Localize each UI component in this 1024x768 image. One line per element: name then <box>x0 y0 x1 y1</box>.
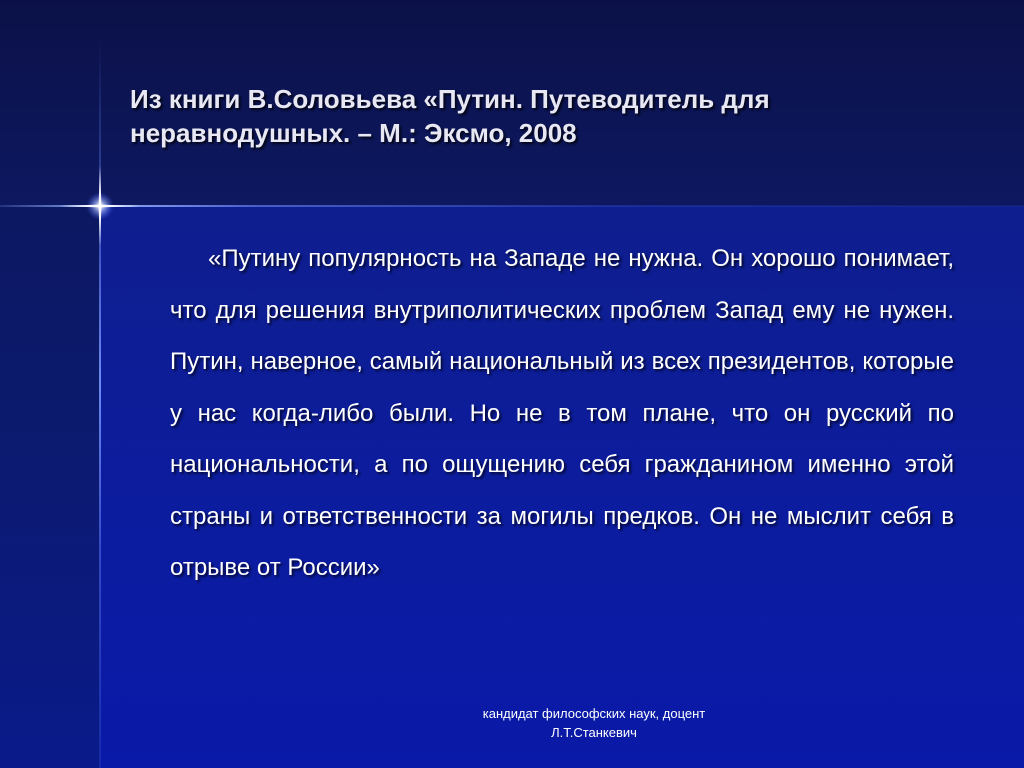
footer-author <box>380 704 808 742</box>
quote-text: «Путину популярность на Западе не нужна. Он хорошо понимает, что для решения внутриполитических проблем Запад ему не нужен. Путин, наверное, самый национальный из всех президентов, которые у нас когда-либо были. Но не в том плане, что он русский по национальности, а по ощущению себя гражданином именно этой страны и ответственности за могилы предков. Он не мыслит себя в отрыве от России» <box>170 245 954 581</box>
footer-line-2: Л.Т.Станкевич <box>551 725 637 740</box>
vertical-accent-line <box>99 40 101 768</box>
sparkle-star-icon <box>60 166 140 246</box>
slide-title: Из книги В.Соловьева «Путин. Путеводитель для неравнодушных. – М.: Эксмо, 2008 <box>130 84 770 148</box>
horizontal-accent-line <box>0 205 1024 207</box>
footer-line-1: кандидат философских наук, доцент <box>482 706 706 721</box>
